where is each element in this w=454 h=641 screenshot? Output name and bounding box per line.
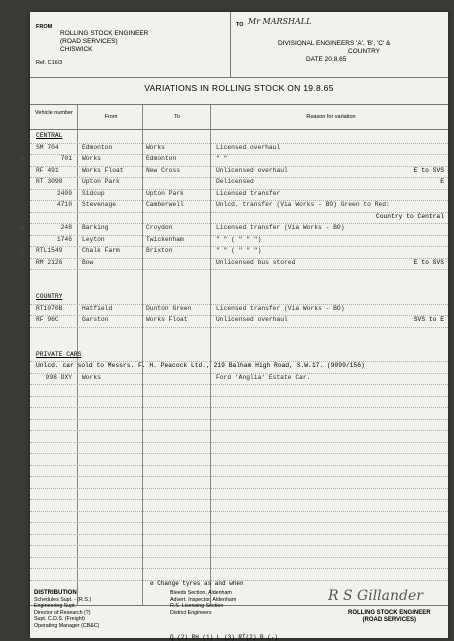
from-garage: Works [82,373,101,381]
memo-date: DATE 20.8.65 [306,56,347,63]
route-change: Country to Central [375,212,444,220]
reference: Ref. C16/3 [36,60,63,66]
distribution-item: R.S. Licensing Section [170,603,224,610]
reason: Delicensed [216,178,254,185]
memo-footer [30,586,448,641]
from-garage: Leyton [82,235,105,243]
vehicle-number: 1746 [56,235,72,243]
vehicle-number: RM 2126 [36,258,63,266]
distribution-item: Director of Research (?) [34,609,91,616]
to-garage: Croydon [146,224,173,231]
distribution-item: District Engineers [170,609,212,616]
from-garage: Hatfield [82,304,113,312]
section-title: PRIVATE CARS [36,350,82,358]
reason: Ford 'Anglia' Estate Car. [216,373,311,381]
col-to: To [174,114,180,120]
to-line: DIVISIONAL ENGINEERS 'A', 'B', 'C' & [278,40,391,47]
from-garage: Chalk Farm [82,247,120,254]
reason: Unlcd. transfer (Via Works - BO) Green to Red: [216,201,390,208]
to-address [278,40,390,56]
vehicle-number: 701 [60,155,72,162]
vehicle-number: RTL1549 [36,247,63,254]
from-garage: Bow [82,258,94,266]
table-row [30,315,448,328]
page-title: VARIATIONS IN ROLLING STOCK ON 19.8.65 [144,83,334,93]
route-change: E [440,178,444,185]
vehicle-number: SM 704 [36,143,59,151]
to-garage: Upton Park [146,189,184,197]
to-garage: Twickenham [146,235,184,243]
distribution-list-2 [170,590,236,616]
vehicle-number: RT1070B [36,304,63,312]
col-from: From [104,114,118,120]
tyre-change-mark: ø [20,247,25,255]
note-text: Unlcd. car sold to Messrs. F. H. Peacock Ltd., 219 Balham High Road, S.W.17. (9099/156) [36,362,365,369]
from-garage: Barking [82,224,109,231]
reason: Licensed transfer (Via Works - BO) [216,224,345,231]
from-line: ROLLING STOCK ENGINEER [60,30,149,37]
reason: Unlicensed overhaul [216,316,288,323]
from-address [60,30,148,54]
from-garage: Upton Park [82,178,120,185]
col-reason: Reason for variation [306,114,356,120]
signer-line: ROLLING STOCK ENGINEER [348,610,431,616]
distribution-label: DISTRIBUTION [34,590,77,596]
reason: " " ( " " ") [216,247,262,254]
from-garage: Sidcup [82,189,105,197]
memo-header [30,12,448,78]
to-garage: Edmonton [146,155,177,162]
reason: Unlicensed overhaul [216,166,288,174]
vehicle-number: 2409 [56,189,72,197]
distribution-item: Advert. Inspector, Aldenham [170,596,237,603]
route-change: E to SVS [413,258,444,266]
from-label: FROM [36,24,53,30]
signature: R S Gillander [328,588,423,604]
blank-row [30,568,448,581]
from-garage: Works [82,155,101,162]
distribution-codes: Q (2) RH (1) L (3) RT(2) R (-) [170,634,279,641]
reason: Unlicensed bus stored [216,258,296,266]
vehicle-number: 4710 [56,201,72,208]
table-row [30,258,448,271]
distribution-item: Operating Manager (CB&C) [34,622,100,629]
from-line: (ROAD SERVICES) [60,38,118,45]
to-garage: Brixton [146,247,173,254]
from-garage: Works Float [82,166,124,174]
distribution-item: Engineering Supt. [34,603,77,610]
to-line: COUNTRY [348,48,381,55]
vehicle-number: RF 491 [36,166,59,174]
from-garage: Edmonton [82,143,113,151]
handwritten-recipient: Mr MARSHALL [248,17,312,26]
distribution-list [34,590,99,630]
footnote: ø Change tyres as and when [150,580,244,587]
reason: " " [216,155,228,162]
to-garage: Camberwell [146,201,184,208]
reason: Licensed transfer (Via Works - BO) [216,304,345,312]
distribution-item: Supt. C.D.S. (Freight) [34,616,85,623]
signer-line: (ROAD SERVICES) [362,617,417,623]
section-title: COUNTRY [36,293,63,300]
to-garage: Works Float [146,316,188,323]
vehicle-number: RF 96C [36,316,59,323]
reason: " " ( " " ") [216,235,262,243]
table-header [30,105,448,130]
to-garage: Dunton Green [146,304,192,312]
col-vehicle: Vehicle number [35,110,73,116]
reason: Licensed overhaul [216,143,281,151]
vehicle-number: 998 DXY [45,373,72,381]
reason: Licensed transfer [216,189,281,197]
distribution-item: Bleeds Section, Aldenham [170,590,232,596]
to-label: TO [236,22,244,28]
memo-sheet [20,12,448,641]
tyre-change-mark: ø [20,155,25,163]
distribution-item: Schedules Supt. - (R.S.) [34,596,92,603]
tyre-change-mark: ø [20,224,25,232]
from-garage: Stevenage [82,201,117,208]
from-line: CHISWICK [60,46,93,53]
tyre-change-mark: ø [20,235,25,244]
vehicle-number: RT 3098 [36,178,63,185]
vehicle-number: 248 [60,224,72,231]
header-divider [230,12,231,77]
signer-title [348,610,431,624]
section-title: CENTRAL [36,132,63,139]
route-change: E to SVS [413,166,444,174]
from-garage: Garston [82,316,109,323]
to-garage: Works [146,143,165,151]
to-garage: New Cross [146,166,181,174]
variations-table [20,104,448,606]
route-change: SVS to E [413,316,444,323]
